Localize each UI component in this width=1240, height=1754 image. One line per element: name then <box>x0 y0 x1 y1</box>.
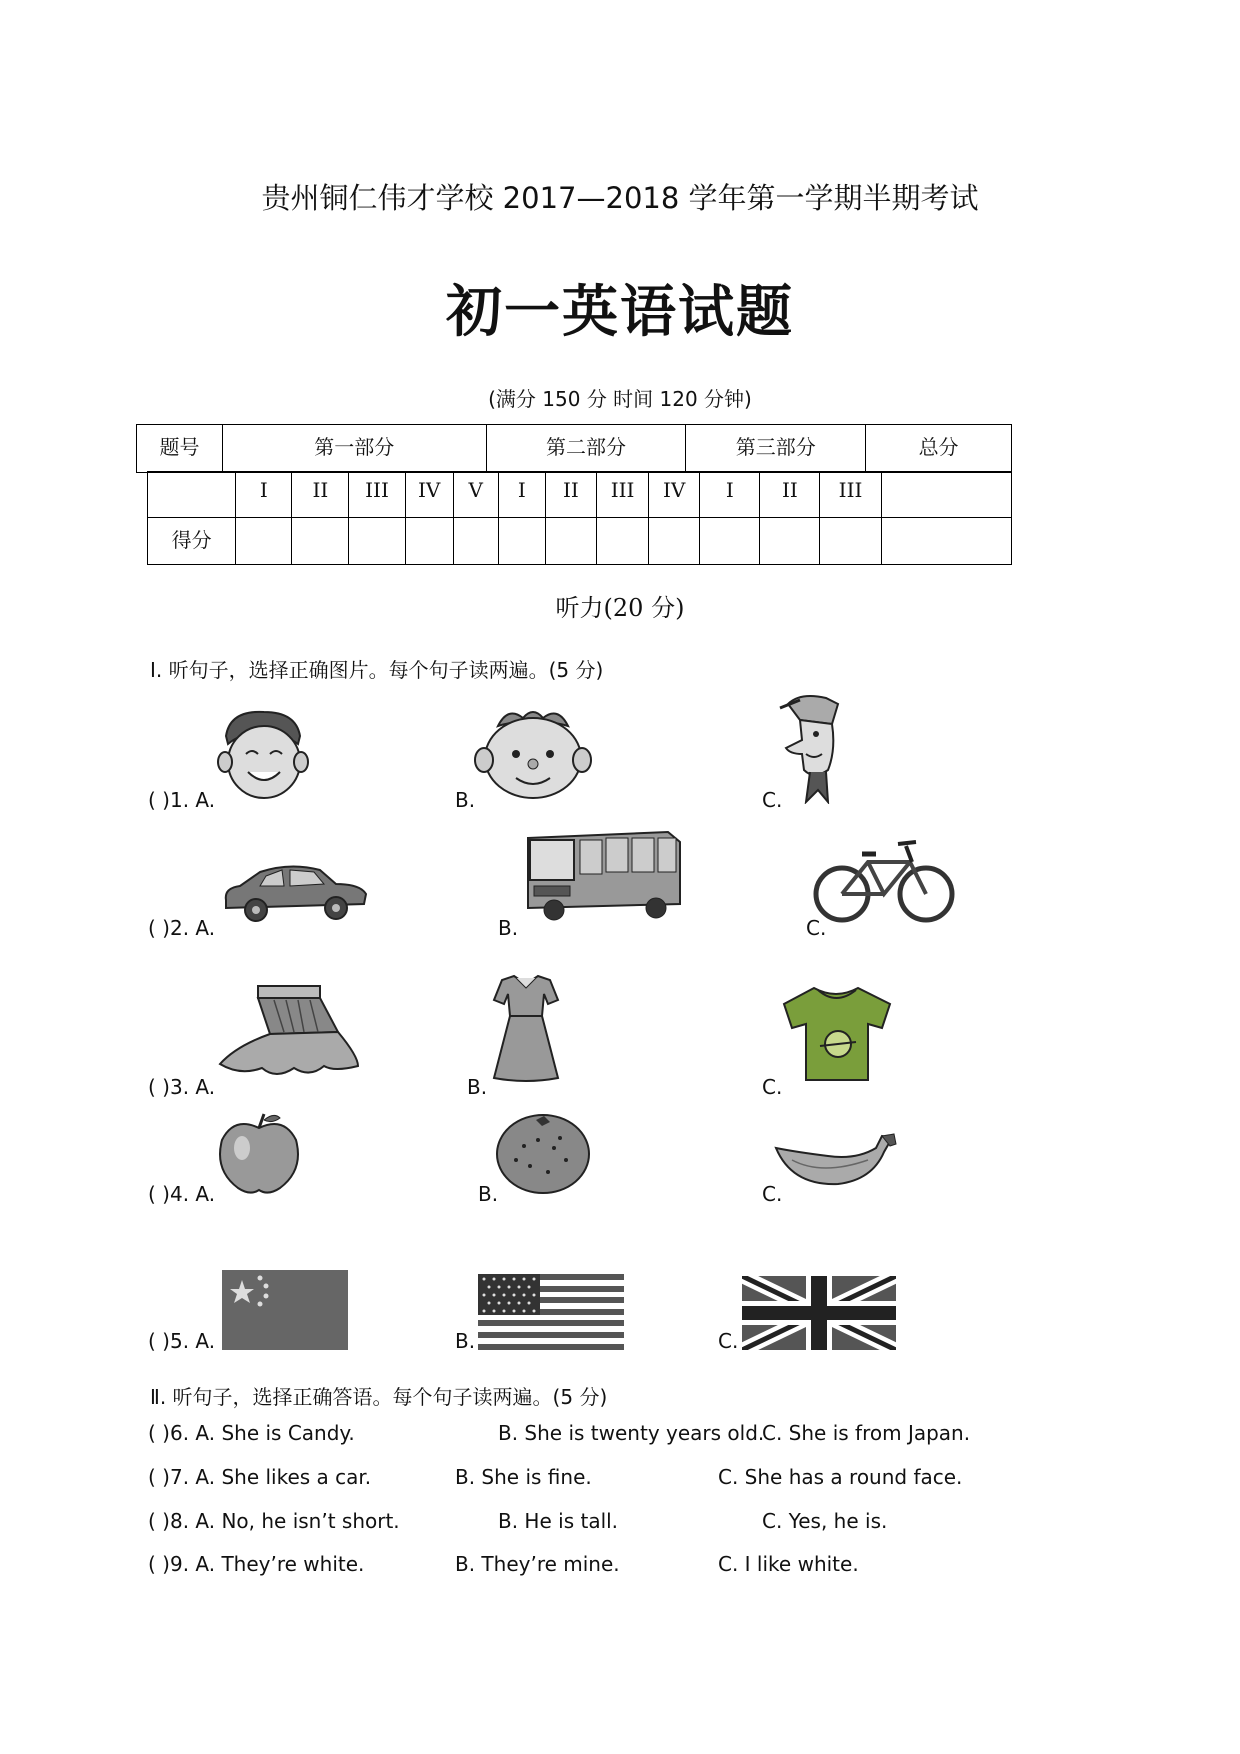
table-cell: III <box>820 472 881 518</box>
score-input-cell[interactable] <box>236 518 292 565</box>
q9-option-a: ( )9. A. They’re white. <box>148 1552 365 1576</box>
q7-option-c: C. She has a round face. <box>718 1465 963 1489</box>
man-with-hat-icon[interactable] <box>770 690 860 804</box>
table-cell: III <box>349 472 405 518</box>
q9-option-c: C. I like white. <box>718 1552 859 1576</box>
table-cell: II <box>545 472 596 518</box>
q2-label: ( )2. A. <box>148 916 216 940</box>
bicycle-icon[interactable] <box>812 832 958 926</box>
listening-section-title: 听力(20 分) <box>555 594 685 622</box>
q8-option-b: B. He is tall. <box>498 1509 619 1533</box>
q1-option-c: C. <box>762 788 783 812</box>
exam-subtitle: (满分 150 分 时间 120 分钟) <box>488 387 752 411</box>
table-cell: II <box>292 472 349 518</box>
score-input-cell[interactable] <box>700 518 760 565</box>
banana-icon[interactable] <box>772 1130 898 1192</box>
table-cell: I <box>498 472 545 518</box>
score-input-cell[interactable] <box>349 518 405 565</box>
q8-option-a: ( )8. A. No, he isn’t short. <box>148 1509 400 1533</box>
car-icon[interactable] <box>220 860 370 926</box>
score-table-header <box>136 424 1012 473</box>
q5-option-b: B. <box>455 1329 476 1353</box>
exam-title: 初一英语试题 <box>446 280 794 345</box>
score-input-cell[interactable] <box>453 518 498 565</box>
q9-option-b: B. They’re mine. <box>455 1552 620 1576</box>
score-input-cell[interactable] <box>820 518 881 565</box>
table-cell: II <box>760 472 820 518</box>
table-cell: I <box>700 472 760 518</box>
table-cell: 总分 <box>866 425 1012 473</box>
q3-option-c: C. <box>762 1075 783 1099</box>
score-label-cell: 得分 <box>148 518 236 565</box>
score-input-cell[interactable] <box>596 518 648 565</box>
q2-option-b: B. <box>498 916 519 940</box>
score-input-cell[interactable] <box>881 518 1011 565</box>
usa-flag-icon[interactable] <box>478 1274 624 1350</box>
dress-icon[interactable] <box>488 970 564 1084</box>
score-input-cell[interactable] <box>649 518 700 565</box>
t-shirt-icon[interactable] <box>778 984 896 1084</box>
q6-option-c: C. She is from Japan. <box>762 1421 971 1445</box>
score-input-cell[interactable] <box>545 518 596 565</box>
apple-icon[interactable] <box>214 1112 304 1196</box>
table-cell <box>881 472 1011 518</box>
q7-option-a: ( )7. A. She likes a car. <box>148 1465 372 1489</box>
q6-option-a: ( )6. A. She is Candy. <box>148 1421 355 1445</box>
table-cell: V <box>453 472 498 518</box>
table-cell: 第一部分 <box>222 425 486 473</box>
skirt-icon[interactable] <box>214 980 364 1084</box>
table-cell: 第三部分 <box>686 425 866 473</box>
q4-label: ( )4. A. <box>148 1182 216 1206</box>
score-input-cell[interactable] <box>498 518 545 565</box>
q5-option-c: C. <box>718 1329 739 1353</box>
q4-option-c: C. <box>762 1182 783 1206</box>
school-title: 贵州铜仁伟才学校 2017—2018 学年第一学期半期考试 <box>261 181 979 215</box>
q3-label: ( )3. A. <box>148 1075 216 1099</box>
table-cell: 题号 <box>137 425 223 473</box>
q4-option-b: B. <box>478 1182 499 1206</box>
q1-option-b: B. <box>455 788 476 812</box>
table-cell: 第二部分 <box>486 425 686 473</box>
table-cell <box>148 472 236 518</box>
china-flag-icon[interactable] <box>222 1270 348 1350</box>
q8-option-c: C. Yes, he is. <box>762 1509 888 1533</box>
score-input-cell[interactable] <box>292 518 349 565</box>
q5-label: ( )5. A. <box>148 1329 216 1353</box>
smiling-boy-face-icon[interactable] <box>212 706 312 802</box>
score-input-cell[interactable] <box>760 518 820 565</box>
table-cell: IV <box>405 472 453 518</box>
part1-heading: Ⅰ. 听句子，选择正确图片。每个句子读两遍。(5 分) <box>150 658 604 682</box>
q7-option-b: B. She is fine. <box>455 1465 592 1489</box>
score-input-cell[interactable] <box>405 518 453 565</box>
table-cell: III <box>596 472 648 518</box>
orange-icon[interactable] <box>494 1112 592 1196</box>
score-table-body <box>147 471 1012 565</box>
round-face-child-icon[interactable] <box>468 706 598 802</box>
q1-label: ( )1. A. <box>148 788 216 812</box>
bus-icon[interactable] <box>518 826 684 924</box>
table-cell: IV <box>649 472 700 518</box>
part2-heading: Ⅱ. 听句子，选择正确答语。每个句子读两遍。(5 分) <box>150 1385 608 1409</box>
q6-option-b: B. She is twenty years old. <box>498 1421 765 1445</box>
q3-option-b: B. <box>467 1075 488 1099</box>
uk-flag-icon[interactable] <box>742 1276 896 1350</box>
table-cell: I <box>236 472 292 518</box>
q2-option-c: C. <box>806 916 827 940</box>
